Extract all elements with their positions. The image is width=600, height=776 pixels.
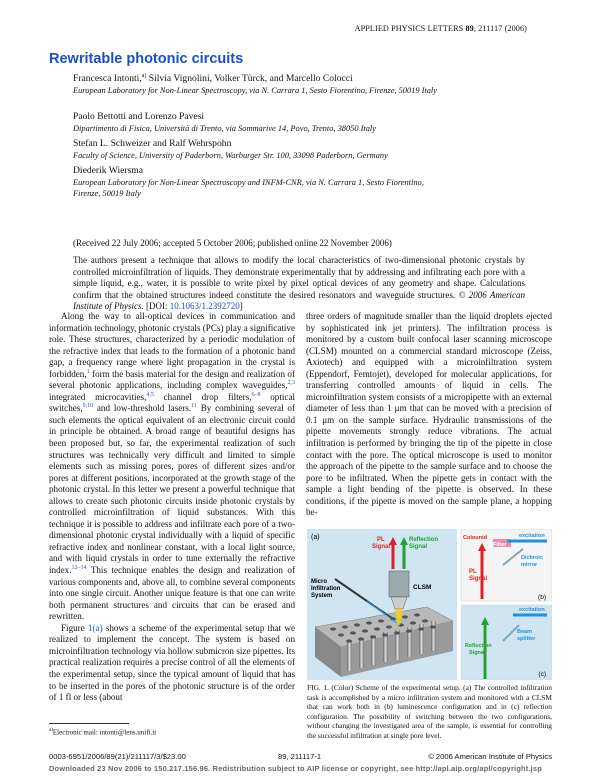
footer-issn: 0003-6951/2006/89(21)/211117/3/$23.00 [49,752,186,761]
author-line-3: Stefan L. Schweizer and Ralf Wehrspohn [73,138,232,149]
footer-copyright: © 2006 American Institute of Physics [428,752,552,761]
mirror-label: mirror [521,562,538,568]
body-column-left [49,311,295,704]
system-label: System [311,593,333,599]
panel-c-label: (c) [538,671,546,678]
pl-label: PL [377,537,385,543]
c-reflection-signal-label: Signal [469,650,486,656]
footnote: $^{a)}$Electronic mail: intonti@lens.unifi.it [49,728,157,737]
author-line-4: Diederik Wiersma [73,165,144,176]
reflection-signal-label: Signal [409,544,428,550]
running-header: APPLIED PHYSICS LETTERS 89, 211117 (2006) [354,24,527,33]
panel-b-label: (b) [538,594,546,601]
clsm-label: CLSM [413,584,432,591]
beam-label: Beam [517,629,532,635]
paragraph-setup: Figure 1(a) shows a scheme of the experimental setup that we realized to implement the concept. The system is based on microinfiltration technology via hollow submicron size pipettes. Its practical realization requires a precise control of all the elements of the experimental setup, since the typical amount of liquid that has to be inserted in the pores of the photonic structure is of the order of 1 fl or less (about [49,622,295,703]
b-pl-label: PL [469,569,477,575]
paragraph-intro: Along the way to all-optical devices in communication and information technology, photonic crystals (PCs) play a significative role. These structures, characterized by a periodic modulation of the refractive index that leads to the formation of a photonic band gap, a frequency range where light propagation in the crystal is forbidden,$^1$ form the basis material for the design and realization of several photonic applications, including complex waveguides,$^{2,3}$ integrated microcavities,$^{4,5}$ channel drop filters,$^{6-8}$ optical switches,$^{9,10}$ and low-threshold lasers.$^{11}$ By combining several of such elements the optical equivalent of an electronic circuit could in principle be obtained. A broad range of beautiful designs has been proposed but, so far, the experimental realization of such structures was technically very difficult and limited to simple elements such as missing pores, pores of different sizes and/or pores at different positions, incorporated at the growth stage of the photonic crystal. In this letter we present a powerful technique that allows to create such photonic circuits inside photonic crystals by controlled microinfiltration of liquid substances. With this technique it is possible to address and infiltrate each pore of a two-dimensional photonic crystal individually with a liquid of specific refractive index and nonlinear constant, with a local light source, and with liquid crystals in order to tune externally the refractive index.$^{12-14}$ This technique enables the design and realization of various components and, above all, to combine several components into one single circuit. Another unique feature is that one can write both permanent structures and circuits that can be erased and rewritten. [49,311,296,622]
citation[interactable]: 11 [191,403,197,410]
body-column-right [306,311,552,519]
author-line-1: Francesca Intonti,$^{a)}$ Silvia Vignolini, Volker Türck, and Marcello Colocci [73,73,353,85]
citation[interactable]: 9,10 [82,403,94,410]
footnote-rule [49,723,129,724]
c-excitation-label: excitation [519,607,545,613]
citation[interactable]: 1 [86,368,90,375]
panel-a-label: (a) [311,534,320,541]
citation[interactable]: 4,5 [146,391,154,398]
affiliation-4: European Laboratory for Non-Linear Spectroscopy and INFM-CNR, via N. Carrara 1, Sesto Fiorentino, Firenze, 50019 Italy [73,178,424,198]
pl-signal-label: Signal [372,544,391,550]
setup-schematic [307,529,552,680]
coloured-filter-label: Coloured [463,535,488,541]
affiliation-1: European Laboratory for Non-Linear Spectroscopy, via N. Carrara 1, Sesto Fiorentino, Firenze, 50019 Italy [73,86,437,95]
infiltration-label: Infiltration [311,586,341,592]
dichroic-label: Dichroic [521,555,544,561]
article-title: Rewritable photonic circuits [49,51,244,67]
c-reflection-label: Reflection [465,643,492,649]
figure-ref-link[interactable]: 1(a) [87,622,103,633]
micro-label: Micro [311,579,328,585]
doi-link[interactable]: 10.1063/1.2392720 [169,301,240,312]
reflection-label: Reflection [409,537,439,543]
citation[interactable]: 6–8 [251,391,261,398]
author-line-2: Paolo Bettotti and Lorenzo Pavesi [73,111,205,122]
paragraph-continued: three orders of magnitude smaller than the liquid droplets ejected by sophisticated ink jet printers). The infiltration process is monitored by a custom built confocal laser scanning microscope (CLSM) mounted on a commercial standard microscope (Zeiss, Axiotech) and equipped with a microinfiltration system (Eppendorf, Femtojet), developed for molecular applications, for transferring controlled amounts of liquid in cells. The microinfiltration system consists of a micropipette with an external diameter of less than 1 μm that can be moved with a precision of 0.1 μm on the sample surface. Hydraulic transmissions of the pipette movements strongly reduce vibrations. The actual infiltration is performed by bringing the tip of the pipette in close contact with the pore. The optical microscope is used to monitor the approach of the pipette to the sample surface and to choose the pore to be infiltrated. When the pipette gets in contact with the sample a light bending of the pipette is observed. In these conditions, if the pipette is moved on the sample plane, a hopping be- [306,311,552,518]
citation[interactable]: 2,3 [287,380,295,387]
figure-caption: FIG. 1. (Color) Scheme of the experimental setup. (a) The controlled infiltration task is accomplished by a micro infiltration system and monitored with a CLSM that can work both in (b) luminescence configuration and in (c) reflection configuration. The possibility of switching between the two configurations, without changing the investigated area of the sample, is essential for controlling the successful infiltration at single pore level. [307,683,552,740]
affiliation-3: Faculty of Science, University of Paderborn, Warburger Str. 100, 33098 Paderborn, Germany [73,151,388,160]
filter-label: Filter [493,542,507,548]
splitter-label: splitter [517,636,536,642]
b-pl-signal-label: Signal [469,576,488,582]
abstract: The authors present a technique that allows to modify the local characteristics of two-dimensional photonic crystals by controlled microinfiltration of liquids. They demonstrate experimentally that by addressing and infiltrating each pore with a simple liquid, e.g., water, it is possible to write pixel by pixel optical devices of any geometry and shape. Calculations confirm that the obtained structures indeed constitute the desired resonators and waveguide structures. © 2006 American Institute of Physics. [DOI: 10.1063/1.2392720] [73,255,526,312]
b-excitation-label: excitation [519,533,545,539]
received-dates: (Received 22 July 2006; accepted 5 October 2006; published online 22 November 2006) [73,238,392,248]
footer-page: 89, 211117-1 [278,752,322,761]
affiliation-2: Dipartimento di Fisica, Università di Trento, via Sommarive 14, Povo, Trento, 38050 Italy [73,124,376,133]
download-notice: Downloaded 23 Nov 2006 to 150.217.156.96. Redistribution subject to AIP license or copyright, see http://apl.aip.org/apl/copyright.jsp [49,764,542,773]
figure-1 [307,529,552,680]
citation[interactable]: 12–14 [71,565,87,571]
